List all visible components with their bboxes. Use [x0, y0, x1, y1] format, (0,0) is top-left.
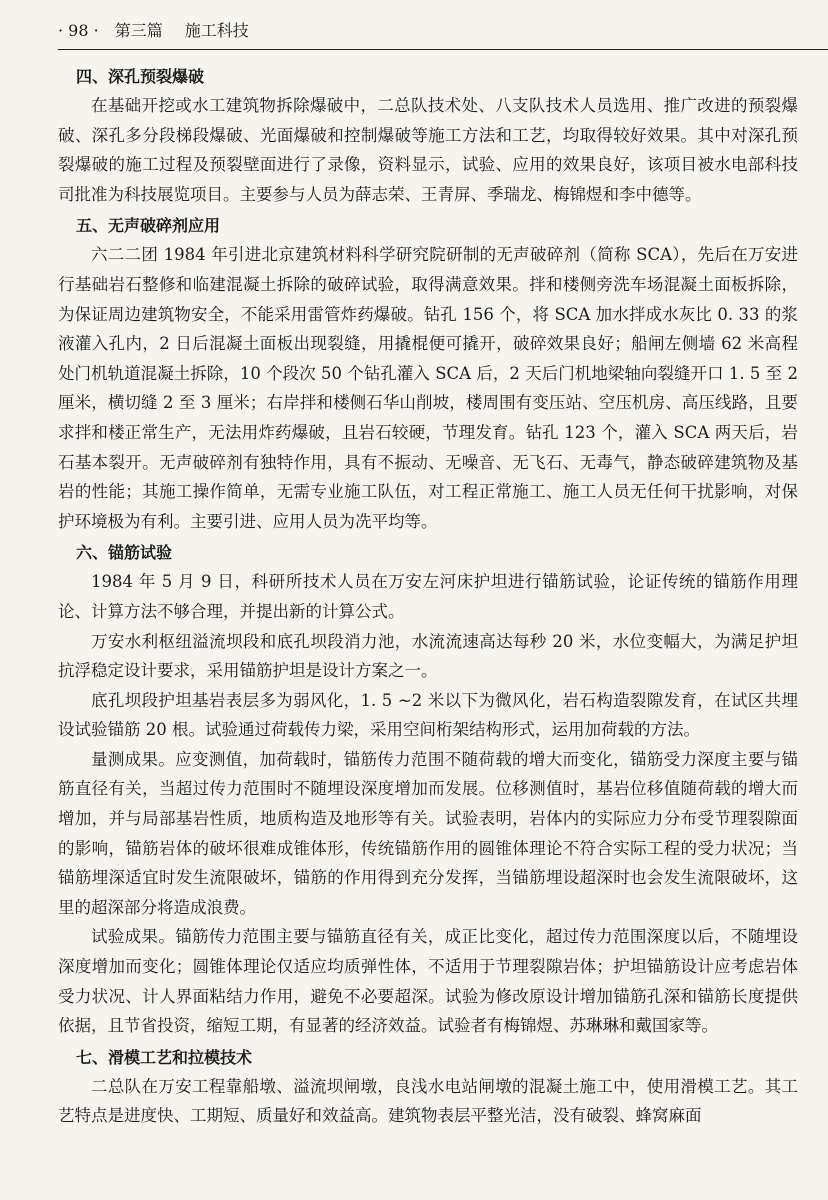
section-heading: 七、滑模工艺和拉模技术	[76, 1047, 253, 1067]
paragraph: 万安水利枢纽溢流坝段和底孔坝段消力池，水流流速高达每秒 20 米，水位变幅大，为满足护坦抗浮稳定设计要求，采用锚筋护坦是设计方案之一。	[58, 631, 798, 681]
page-content	[58, 62, 798, 1131]
page-number: · 98 ·	[58, 21, 99, 40]
part-title: 施工科技	[184, 21, 249, 40]
section-heading: 六、锚筋试验	[76, 543, 173, 563]
section-heading: 五、无声破碎剂应用	[76, 216, 221, 236]
paragraph: 二总队在万安工程靠船墩、溢流坝闸墩，良浅水电站闸墩的混凝土施工中，使用滑模工艺。其工艺特点是进度快、工期短、质量好和效益高。建筑物表层平整光洁，没有破裂、蜂窝麻面	[58, 1076, 798, 1126]
paragraph: 底孔坝段护坦基岩表层多为弱风化，1. 5 ~2 米以下为微风化，岩石构造裂隙发育，在试区共埋设试验锚筋 20 根。试验通过荷载传力梁，采用空间桁架结构形式，运用加荷载的方法。	[58, 690, 798, 740]
page-header	[58, 18, 828, 50]
section-heading: 四、深孔预裂爆破	[76, 67, 205, 86]
paragraph: 量测成果。应变测值，加荷载时，锚筋传力范围不随荷载的增大而变化，锚筋受力深度主要与锚筋直径有关，当超过传力范围时不随埋设深度增加而发展。位移测值时，基岩位移值随荷载的增大而增加，并与局部基岩性质，地质构造及地形等有关。试验表明，岩体内的实际应力分布受节理裂隙面的影响，锚筋岩体的破坏很难成锥体形，传统锚筋作用的圆锥体理论不符合实际工程的受力状况；当锚筋埋深适宜时发生流限破坏，锚筋的作用得到充分发挥，当锚筋埋设超深时也会发生流限破坏，这里的超深部分将造成浪费。	[58, 749, 798, 917]
paragraph: 试验成果。锚筋传力范围主要与锚筋直径有关，成正比变化，超过传力范围深度以后，不随埋设深度增加而变化；圆锥体理论仅适应均质弹性体，不适用于节理裂隙岩体；护坦锚筋设计应考虑岩体受力状况、计人界面粘结力作用，避免不必要超深。试验为修改原设计增加锚筋孔深和锚筋长度提供依据，且节省投资，缩短工期，有显著的经济效益。试验者有梅锦煜、苏琳琳和戴国家等。	[58, 927, 798, 1036]
paragraph: 1984 年 5 月 9 日，科研所技术人员在万安左河床护坦进行锚筋试验，论证传统的锚筋作用理论、计算方法不够合理，并提出新的计算公式。	[58, 572, 798, 621]
paragraph: 六二二团 1984 年引进北京建筑材料科学研究院研制的无声破碎剂（简称 SCA），先后在万安进行基础岩石整修和临建混凝土拆除的破碎试验，取得满意效果。拌和楼侧旁洗车场混凝土面板拆除，为保证周边建筑物安全，不能采用雷管炸药爆破。钻孔 156 个，将 SCA 加水拌成水灰比 0. 33 的浆液灌入孔内，2 日后混凝土面板出现裂缝，用撬棍便可撬开，破碎效果良好；船闸左侧墙 62 米高程处门机轨道混凝土拆除，10 个段次 50 个钻孔灌入 SCA 后，2 天后门机地梁轴向裂缝开口 1. 5 至 2 厘米，横切缝 2 至 3 厘米；右岸拌和楼侧石华山削坡，楼周围有变压站、空压机房、高压线路，且要求拌和楼正常生产，无法用炸药爆破，且岩石较硬，节理发育。钻孔 123 个，灌入 SCA 两天后，岩石基本裂开。无声破碎剂有独特作用，具有不振动、无噪音、无飞石、无毒气，静态破碎建筑物及基岩的性能；其施工操作简单，无需专业施工队伍，对工程正常施工、施工人员无任何干扰影响，对保护环境极为有利。主要引进、应用人员为冼平均等。	[58, 245, 798, 531]
paragraph: 在基础开挖或水工建筑物拆除爆破中，二总队技术处、八支队技术人员选用、推广改进的预裂爆破、深孔多分段梯段爆破、光面爆破和控制爆破等施工方法和工艺，均取得较好效果。其中对深孔预裂爆破的施工过程及预裂壁面进行了录像，资料显示，试验、应用的效果良好，该项目被水电部科技司批准为科技展览项目。主要参与人员为薛志荣、王青屏、季瑞龙、梅锦煜和李中德等。	[58, 96, 798, 204]
part-label: 第三篇	[114, 21, 163, 40]
